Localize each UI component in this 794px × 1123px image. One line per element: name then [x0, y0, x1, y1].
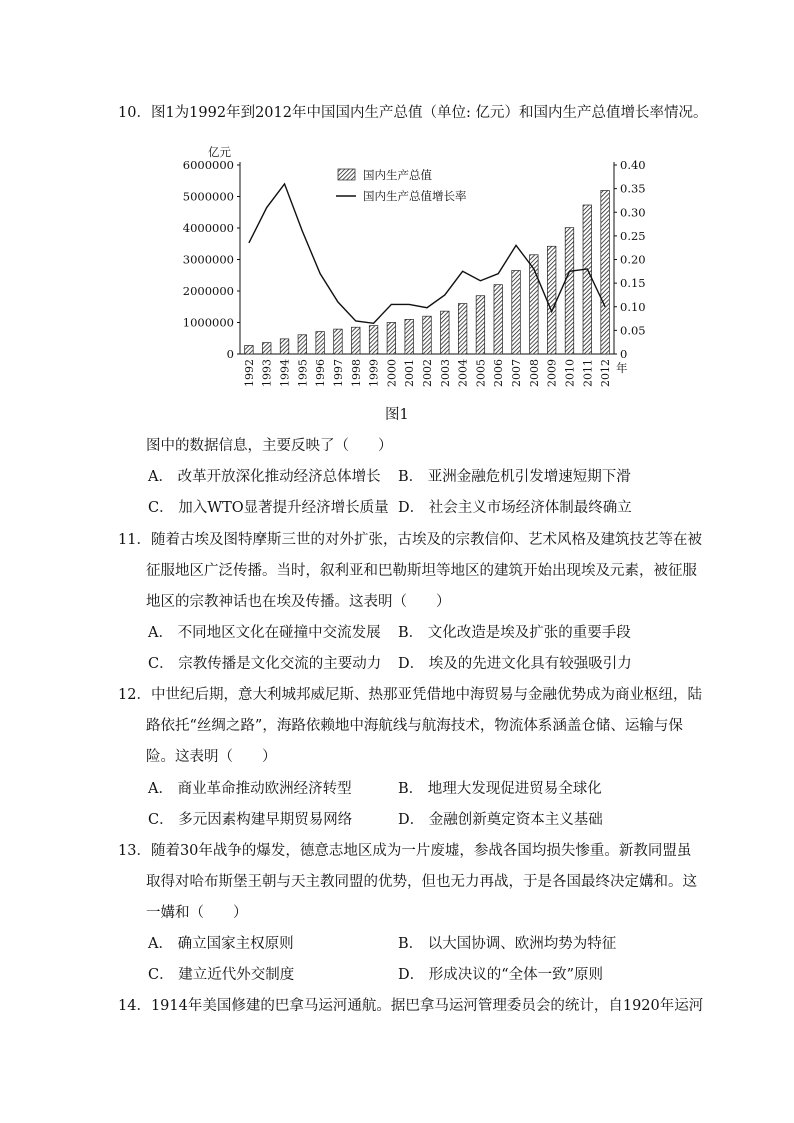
q10-option-a[interactable]: A． 改革开放深化推动经济总体增长: [148, 469, 381, 485]
x-tick-label: 1997: [331, 359, 345, 387]
q14-stem-line-1: 14．1914年美国修建的巴拿马运河通航。据巴拿马运河管理委员会的统计，自1920年运河: [118, 998, 704, 1014]
gdp-bar: [583, 205, 592, 354]
x-tick-label: 2003: [438, 359, 452, 387]
gdp-bar: [494, 285, 503, 354]
q13-option-a[interactable]: A． 确立国家主权原则: [148, 936, 294, 952]
q10-option-b[interactable]: B． 亚洲金融危机引发增速短期下滑: [398, 469, 631, 485]
right-tick-label: 0.15: [620, 276, 646, 291]
q13-option-d[interactable]: D． 形成决议的“全体一致”原则: [398, 967, 604, 983]
x-tick-label: 2010: [563, 359, 577, 387]
x-tick-label: 2011: [581, 359, 595, 387]
x-tick-label: 1999: [367, 359, 381, 387]
right-tick-label: 0.35: [620, 181, 646, 196]
q13-stem-line-2: 取得对哈布斯堡王朝与天主教同盟的优势，但也无力再战，于是各国最终决定媾和。这: [146, 874, 697, 890]
x-tick-label: 1995: [296, 359, 310, 387]
gdp-bar: [405, 319, 414, 354]
q11-stem-line-1: 11．随着古埃及图特摩斯三世的对外扩张，古埃及的宗教信仰、艺术风格及建筑技艺等在被: [118, 532, 702, 548]
gdp-bar: [458, 304, 467, 354]
gdp-bar: [547, 246, 556, 354]
x-tick-label: 2004: [456, 359, 470, 387]
left-tick-label: 6000000: [182, 158, 234, 172]
q12-option-a[interactable]: A． 商业革命推动欧洲经济转型: [148, 781, 352, 797]
left-tick-label: 3000000: [182, 252, 234, 267]
q13-stem-line-3: 一媾和（ ）: [146, 905, 248, 921]
gdp-chart: [0, 140, 794, 440]
left-tick-label: 0: [226, 347, 234, 361]
q10-stem: 10．图1为1992年到2012年中国国内生产总值（单位: 亿元）和国内生产总值增长率情况。: [118, 105, 708, 121]
q12-stem-line-2: 路依托“丝绸之路”，海路依赖地中海航线与航海技术，物流体系涵盖仓储、运输与保: [146, 718, 683, 734]
gdp-bar: [441, 311, 450, 354]
x-axis-unit: 年: [616, 361, 628, 375]
gdp-bar: [316, 332, 325, 354]
x-tick-label: 2007: [510, 359, 524, 387]
x-tick-label: 1993: [260, 359, 274, 387]
q10-option-d[interactable]: D． 社会主义市场经济体制最终确立: [398, 500, 632, 516]
gdp-bar: [601, 191, 610, 354]
q12-stem-line-1: 12．中世纪后期，意大利城邦威尼斯、热那亚凭借地中海贸易与金融优势成为商业枢纽，陆: [118, 687, 702, 703]
gdp-bar: [245, 345, 254, 354]
gdp-bar: [351, 327, 360, 354]
right-tick-label: 0.40: [620, 158, 646, 172]
q11-option-c[interactable]: C． 宗教传播是文化交流的主要动力: [148, 656, 382, 672]
x-tick-label: 2012: [599, 359, 613, 387]
x-tick-label: 2001: [403, 359, 417, 387]
q11-option-a[interactable]: A． 不同地区文化在碰撞中交流发展: [148, 625, 381, 641]
left-tick-label: 5000000: [182, 189, 234, 204]
q10-option-c[interactable]: C． 加入WTO显著提升经济增长质量: [148, 500, 389, 516]
legend-bar-label: 国内生产总值: [363, 168, 432, 182]
x-tick-label: 2000: [385, 359, 399, 387]
gdp-bar: [298, 335, 307, 354]
right-tick-label: 0.05: [620, 323, 646, 338]
x-tick-label: 2008: [527, 359, 541, 387]
legend-line-label: 国内生产总值增长率: [363, 189, 467, 203]
q11-stem-line-2: 征服地区广泛传播。当时，叙利亚和巴勒斯坦等地区的建筑开始出现埃及元素，被征服: [146, 563, 697, 579]
gdp-bar: [387, 323, 396, 355]
left-tick-label: 2000000: [182, 284, 234, 298]
x-tick-label: 2002: [421, 359, 434, 387]
gdp-bar: [565, 228, 574, 354]
q12-option-b[interactable]: B． 地理大发现促进贸易全球化: [398, 781, 602, 797]
gdp-bar: [423, 316, 432, 354]
gdp-bar: [512, 271, 521, 354]
x-tick-label: 1992: [242, 359, 256, 387]
gdp-bar: [476, 296, 485, 354]
x-tick-label: 2009: [545, 359, 559, 387]
q13-stem-line-1: 13．随着30年战争的爆发，德意志地区成为一片废墟，参战各国均损失惨重。新教同盟虽: [118, 843, 692, 859]
right-tick-label: 0.25: [620, 228, 646, 243]
q13-option-b[interactable]: B． 以大国协调、欧洲均势为特征: [398, 936, 617, 952]
q13-option-c[interactable]: C． 建立近代外交制度: [148, 967, 295, 983]
q10-question: 图中的数据信息，主要反映了（ ）: [146, 438, 393, 454]
x-tick-label: 1994: [278, 359, 292, 387]
x-tick-label: 1996: [314, 359, 328, 387]
left-tick-label: 4000000: [182, 221, 234, 235]
figure-caption: 图1: [385, 407, 409, 423]
gdp-bar: [280, 339, 289, 354]
q11-option-b[interactable]: B． 文化改造是埃及扩张的重要手段: [398, 625, 631, 641]
gdp-bar: [262, 343, 271, 354]
left-tick-label: 1000000: [182, 315, 234, 330]
gdp-bar: [369, 326, 378, 354]
left-axis-unit: 亿元: [208, 145, 231, 159]
legend-bar-swatch: [338, 169, 355, 180]
right-tick-label: 0.30: [620, 205, 646, 220]
x-tick-label: 2005: [474, 359, 488, 388]
gdp-bar: [334, 329, 343, 354]
q12-option-c[interactable]: C． 多元因素构建早期贸易网络: [148, 812, 353, 828]
right-tick-label: 0.10: [620, 299, 646, 314]
q11-stem-line-3: 地区的宗教神话也在埃及传播。这表明（ ）: [146, 594, 451, 610]
right-tick-label: 0: [620, 347, 628, 361]
q12-stem-line-3: 险。这表明（ ）: [146, 749, 277, 765]
q12-option-d[interactable]: D． 金融创新奠定资本主义基础: [398, 812, 603, 828]
q11-option-d[interactable]: D． 埃及的先进文化具有较强吸引力: [398, 656, 632, 672]
x-tick-label: 2006: [492, 359, 506, 387]
x-tick-label: 1998: [349, 359, 363, 387]
right-tick-label: 0.20: [620, 252, 646, 267]
